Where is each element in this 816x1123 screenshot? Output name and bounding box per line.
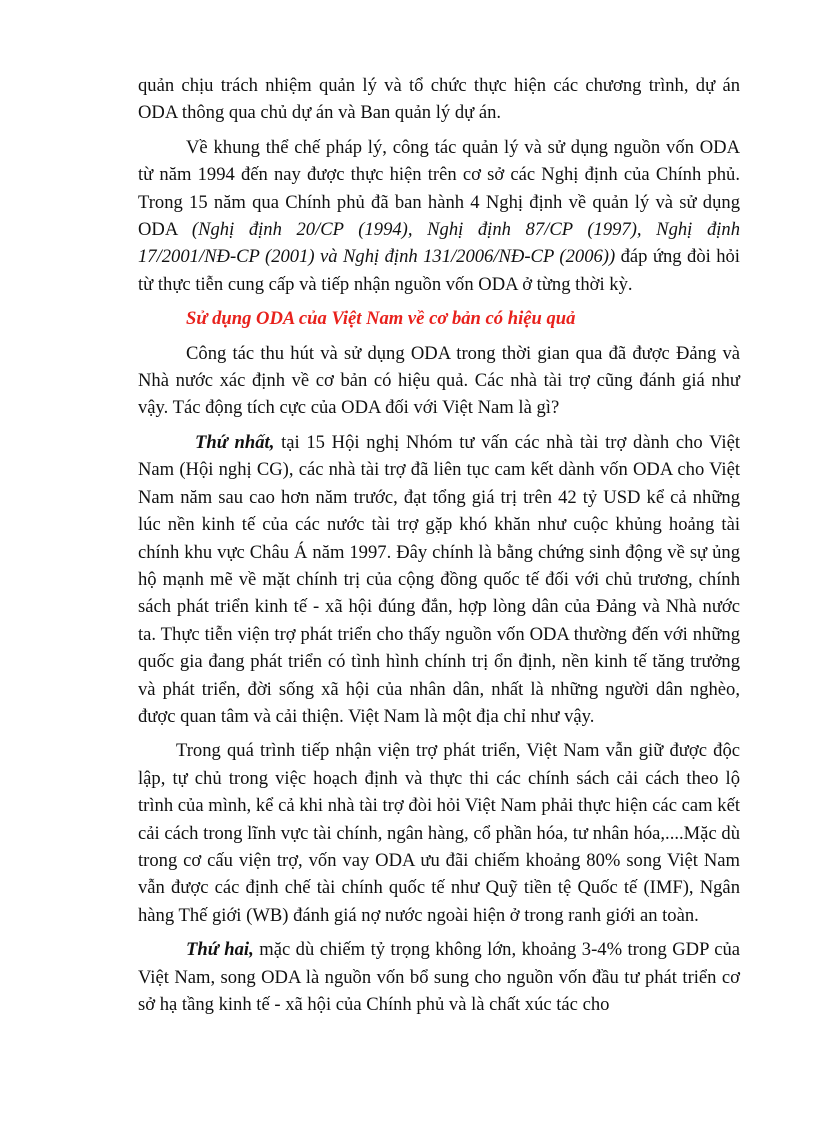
paragraph-text: Về khung thể chế pháp lý, công tác quản lý và sử dụng nguồn vốn ODA từ năm 1994 đến nay được thực hiện trên cơ sở các Nghị định của Chính phủ. Trong 15 năm qua Chính phủ đã ban hành 4 Nghị định về quản lý và sử dụng ODA	[138, 136, 740, 241]
decree-citation: (Nghị định 20/CP (1994), Nghị định 87/CP (1997), Nghị định 17/2001/NĐ-CP (2001) và Nghị định 131/2006/NĐ-CP (2006))	[138, 219, 740, 268]
paragraph-legal-framework	[138, 134, 740, 298]
paragraph-intro: Công tác thu hút và sử dụng ODA trong thời gian qua đã được Đảng và Nhà nước xác định về cơ bản có hiệu quả. Các nhà tài trợ cũng đánh giá như vậy. Tác động tích cực của ODA đối với Việt Nam là gì?	[138, 342, 740, 419]
paragraph-continuation: quản chịu trách nhiệm quản lý và tổ chức thực hiện các chương trình, dự án ODA thông qua chủ dự án và Ban quản lý dự án.	[138, 75, 740, 124]
paragraph-text: tại 15 Hội nghị Nhóm tư vấn các nhà tài trợ dành cho Việt Nam (Hội nghị CG), các nhà tài trợ đã liên tục cam kết dành vốn ODA cho Việt Nam năm sau cao hơn năm trước, đạt tổng giá trị trên 42 tỷ USD kể cả những lúc nền kinh tế của các nước tài trợ gặp khó khăn như cuộc khủng hoảng tài chính khu vực Châu Á năm 1997. Đây chính là bằng chứng sinh động về sự ủng hộ mạnh mẽ về mặt chính trị của cộng đồng quốc tế đối với chủ trương, chính sách phát triển kinh tế - xã hội đúng đắn, hợp lòng dân của Đảng và Nhà nước ta. Thực tiễn viện trợ phát triển cho thấy nguồn vốn ODA thường đến với những quốc gia đang phát triển có tình hình chính trị ổn định, nền kinh tế tăng trưởng và phát triển, đời sống xã hội của nhân dân, nhất là những người dân nghèo, được quan tâm và cải thiện. Việt Nam là một địa chỉ như vậy.	[138, 431, 741, 727]
section-heading: Sử dụng ODA của Việt Nam về cơ bản có hiệu quả	[186, 308, 576, 330]
paragraph-second-point	[138, 936, 740, 1018]
document-page	[138, 72, 740, 1025]
paragraph-independence: Trong quá trình tiếp nhận viện trợ phát triển, Việt Nam vẫn giữ được độc lập, tự chủ trong việc hoạch định và thực thi các chính sách cải cách theo lộ trình của mình, kể cả khi nhà tài trợ đòi hỏi Việt Nam phải thực hiện các cam kết cải cách trong lĩnh vực tài chính, ngân hàng, cổ phần hóa, tư nhân hóa,....Mặc dù trong cơ cấu viện trợ, vốn vay ODA ưu đãi chiếm khoảng 80% song Việt Nam vẫn được các định chế tài chính quốc tế như Quỹ tiền tệ Quốc tế (IMF), Ngân hàng Thế giới (WB) đánh giá nợ nước ngoài hiện ở trong ranh giới an toàn.	[138, 740, 740, 926]
point-lead: Thứ nhất,	[195, 431, 275, 453]
point-lead: Thứ hai,	[186, 939, 254, 961]
paragraph-text: mặc dù chiếm tỷ trọng không lớn, khoảng 3-4% trong GDP của Việt Nam, song ODA là nguồn vốn bổ sung cho nguồn vốn đầu tư phát triển cơ sở hạ tầng kinh tế - xã hội của Chính phủ và là chất xúc tác cho	[138, 939, 740, 1015]
paragraph-text: đáp ứng đòi hỏi từ thực tiễn cung cấp và tiếp nhận nguồn vốn ODA ở từng thời kỳ.	[138, 246, 740, 295]
paragraph-first-point	[138, 429, 740, 730]
